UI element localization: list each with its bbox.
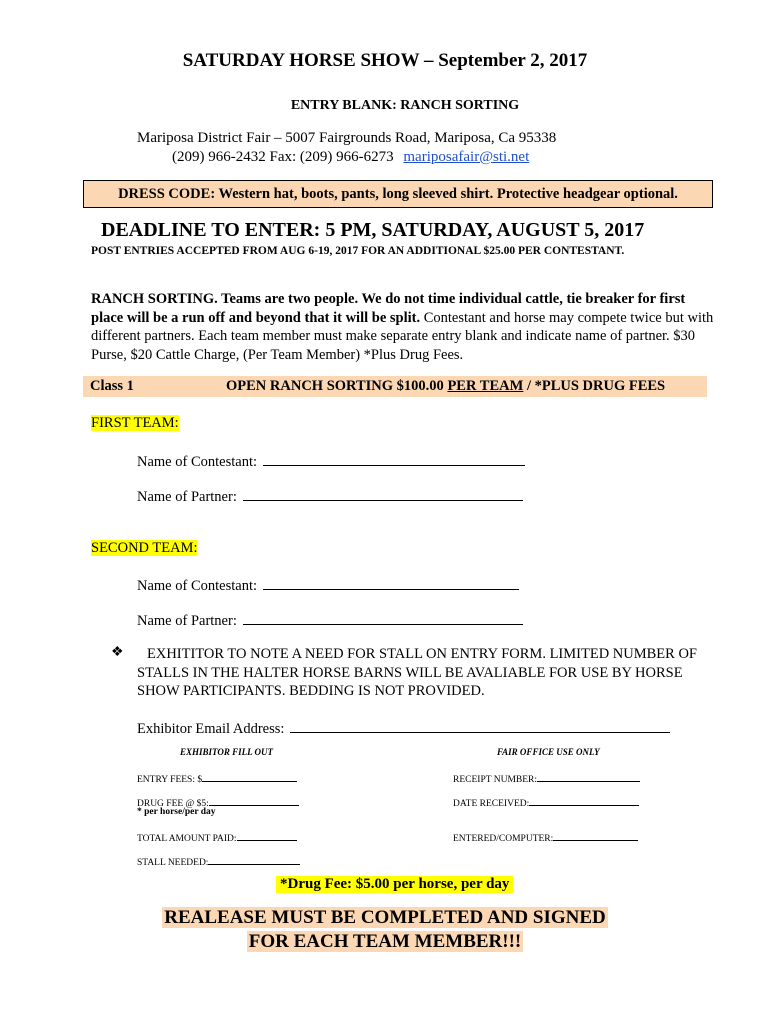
receipt-input[interactable] (537, 771, 640, 782)
email-label: Exhibitor Email Address: (137, 721, 285, 737)
first-team-heading: FIRST TEAM: (91, 415, 179, 431)
stall-note: EXHITITOR TO NOTE A NEED FOR STALL ON ENTRY FORM. LIMITED NUMBER OF STALLS IN THE HALTER HORSE BARNS WILL BE AVALIABLE FOR USE BY HORSE SHOW PARTICIPANTS. BEDDING IS NOT PROVIDED. (137, 646, 697, 699)
entered-input[interactable] (553, 830, 638, 841)
rules-normal: Contestant and horse may compete twice but with different partners. Each team member must make separate entry blank and indicate name of partner. $30 Purse, $20 Cattle Charge, (Per Team Member) *Plus Drug Fees. (91, 309, 714, 363)
office-heading: FAIR OFFICE USE ONLY (497, 747, 600, 757)
email-link[interactable]: mariposafair@sti.net (403, 149, 530, 165)
drug-fee-row: DRUG FEE @ $5: (137, 795, 299, 809)
second-team-heading: SECOND TEAM: (91, 540, 198, 556)
second-partner-input[interactable] (243, 610, 523, 625)
date-received-input[interactable] (529, 795, 639, 806)
first-contestant-input[interactable] (263, 451, 525, 466)
second-partner-row (137, 610, 523, 630)
first-partner-row (137, 486, 523, 506)
deadline-heading: DEADLINE TO ENTER: 5 PM, SATURDAY, AUGUST 5, 2017 (101, 219, 645, 241)
phone-fax: (209) 966-2432 Fax: (209) 966-6273 (172, 149, 394, 165)
receipt-row: RECEIPT NUMBER: (453, 771, 640, 785)
contestant-label: Name of Contestant: (137, 454, 258, 470)
release-notice (0, 906, 770, 954)
release-line-2: FOR EACH TEAM MEMBER!!! (248, 931, 522, 952)
exhibitor-email-input[interactable] (290, 718, 670, 733)
exhibitor-heading: EXHIBITOR FILL OUT (180, 747, 274, 757)
drug-fee-note: * per horse/per day (137, 807, 216, 817)
release-line-1: REALEASE MUST BE COMPLETED AND SIGNED (164, 907, 606, 928)
second-contestant-row (137, 575, 519, 595)
partner-label: Name of Partner: (137, 613, 237, 629)
stall-input[interactable] (208, 854, 300, 865)
class-bar (83, 376, 707, 397)
entered-row: ENTERED/COMPUTER: (453, 830, 638, 844)
page-subtitle: ENTRY BLANK: RANCH SORTING (290, 98, 520, 113)
contestant-label: Name of Contestant: (137, 578, 258, 594)
first-partner-input[interactable] (243, 486, 523, 501)
email-row (137, 718, 670, 738)
class-number: Class 1 (90, 378, 134, 394)
stall-row: STALL NEEDED: (137, 854, 300, 868)
total-input[interactable] (237, 830, 297, 841)
first-contestant-row (137, 451, 525, 471)
entry-fees-input[interactable] (202, 771, 297, 782)
drug-fee-banner: *Drug Fee: $5.00 per horse, per day (276, 876, 513, 893)
fair-address: Mariposa District Fair – 5007 Fairgrounds Road, Mariposa, Ca 95338 (137, 130, 557, 146)
contact-line (172, 149, 529, 166)
entry-fees-row: ENTRY FEES: $ (137, 771, 297, 785)
drug-fee-input[interactable] (209, 795, 299, 806)
page-title: SATURDAY HORSE SHOW – September 2, 2017 (182, 50, 588, 71)
rules-paragraph (91, 290, 721, 364)
second-contestant-input[interactable] (263, 575, 519, 590)
dress-code-box: DRESS CODE: Western hat, boots, pants, long sleeved shirt. Protective headgear optional. (83, 180, 713, 208)
date-received-row: DATE RECEIVED: (453, 795, 639, 809)
total-row: TOTAL AMOUNT PAID: (137, 830, 297, 844)
diamond-bullet-icon: ❖ (111, 645, 124, 660)
partner-label: Name of Partner: (137, 489, 237, 505)
class-name: OPEN RANCH SORTING $100.00 PER TEAM / *PLUS DRUG FEES (226, 378, 666, 394)
post-entries-note: POST ENTRIES ACCEPTED FROM AUG 6-19, 2017 FOR AN ADDITIONAL $25.00 PER CONTESTANT. (91, 245, 625, 257)
rules-bold: RANCH SORTING. Teams are two people. We do not time individual cattle, tie breaker for first place will be a run off and beyond that it will be split. (91, 291, 686, 326)
